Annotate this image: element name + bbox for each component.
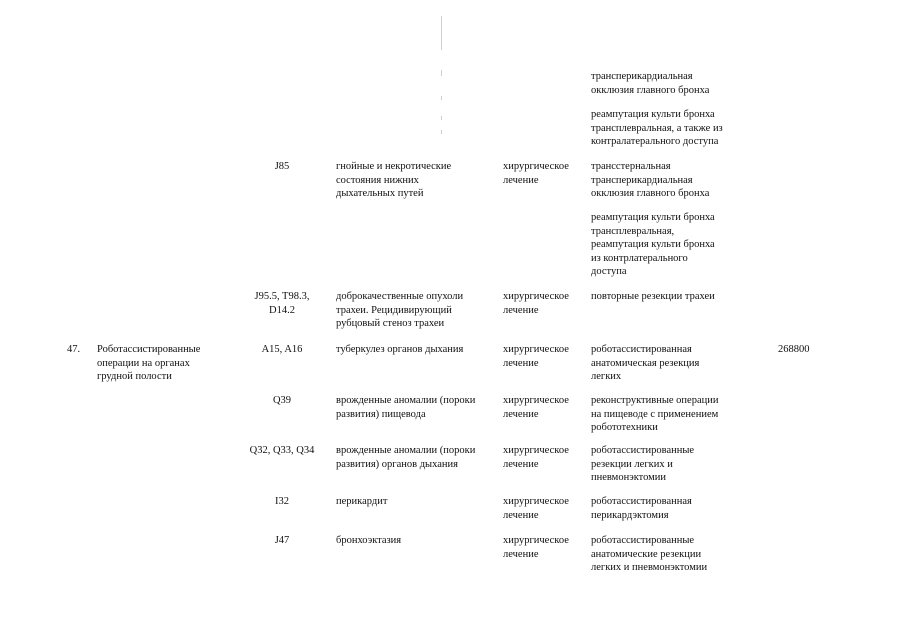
method-cell: трансперикардиальная окклюзия главного бронха xyxy=(591,71,710,96)
code-cell: Q39 xyxy=(272,395,292,406)
diagnosis-cell: бронхоэктазия xyxy=(336,535,402,546)
method-cell: роботассистированные резекции легких и пневмонэктомии xyxy=(591,445,695,484)
method-cell: роботассистированные анатомические резекции легких и пневмонэктомии xyxy=(591,535,708,574)
code-cell: J47 xyxy=(274,535,290,546)
diagnosis-cell: врожденные аномалии (пороки развития) пищевода xyxy=(336,395,476,420)
code-cell: A15, A16 xyxy=(261,344,303,355)
method-cell: реампутация культи бронха трансплевральная, а также из контралатерального доступа xyxy=(591,109,723,148)
method-cell: роботассистированная перикардэктомия xyxy=(591,496,692,521)
diagnosis-cell: гнойные и некротические состояния нижних дыхательных путей xyxy=(336,161,452,200)
treatment-cell: хирургическое лечение xyxy=(503,161,569,186)
treatment-cell: хирургическое лечение xyxy=(503,395,569,420)
diagnosis-cell: туберкулез органов дыхания xyxy=(336,344,464,355)
section-name: Роботассистированные операции на органах грудной полости xyxy=(97,344,201,383)
section-number: 47. xyxy=(67,344,81,355)
code-cell: I32 xyxy=(275,496,289,507)
method-cell: трансстернальная трансперикардиальная окклюзия главного бронха xyxy=(591,161,710,200)
method-cell: повторные резекции трахеи xyxy=(591,291,715,302)
code-cell: Q32, Q33, Q34 xyxy=(249,445,315,456)
section-price: 268800 xyxy=(778,344,810,355)
diagnosis-cell: доброкачественные опухоли трахеи. Рецидивирующий рубцовый стеноз трахеи xyxy=(336,291,464,330)
treatment-cell: хирургическое лечение xyxy=(503,445,569,470)
treatment-cell: хирургическое лечение xyxy=(503,344,569,369)
method-cell: роботассистированная анатомическая резекция легких xyxy=(591,344,700,383)
treatment-cell: хирургическое лечение xyxy=(503,291,569,316)
method-cell: реампутация культи бронха трансплевральная, реампутация культи бронха из контрлатерального доступа xyxy=(591,212,715,278)
diagnosis-cell: врожденные аномалии (пороки развития) органов дыхания xyxy=(336,445,476,470)
code-cell: J95.5, T98.3, D14.2 xyxy=(254,291,310,316)
code-cell: J85 xyxy=(274,161,290,172)
treatment-cell: хирургическое лечение xyxy=(503,496,569,521)
treatment-cell: хирургическое лечение xyxy=(503,535,569,560)
method-cell: реконструктивные операции на пищеводе с применением робототехники xyxy=(591,395,719,434)
diagnosis-cell: перикардит xyxy=(336,496,388,507)
